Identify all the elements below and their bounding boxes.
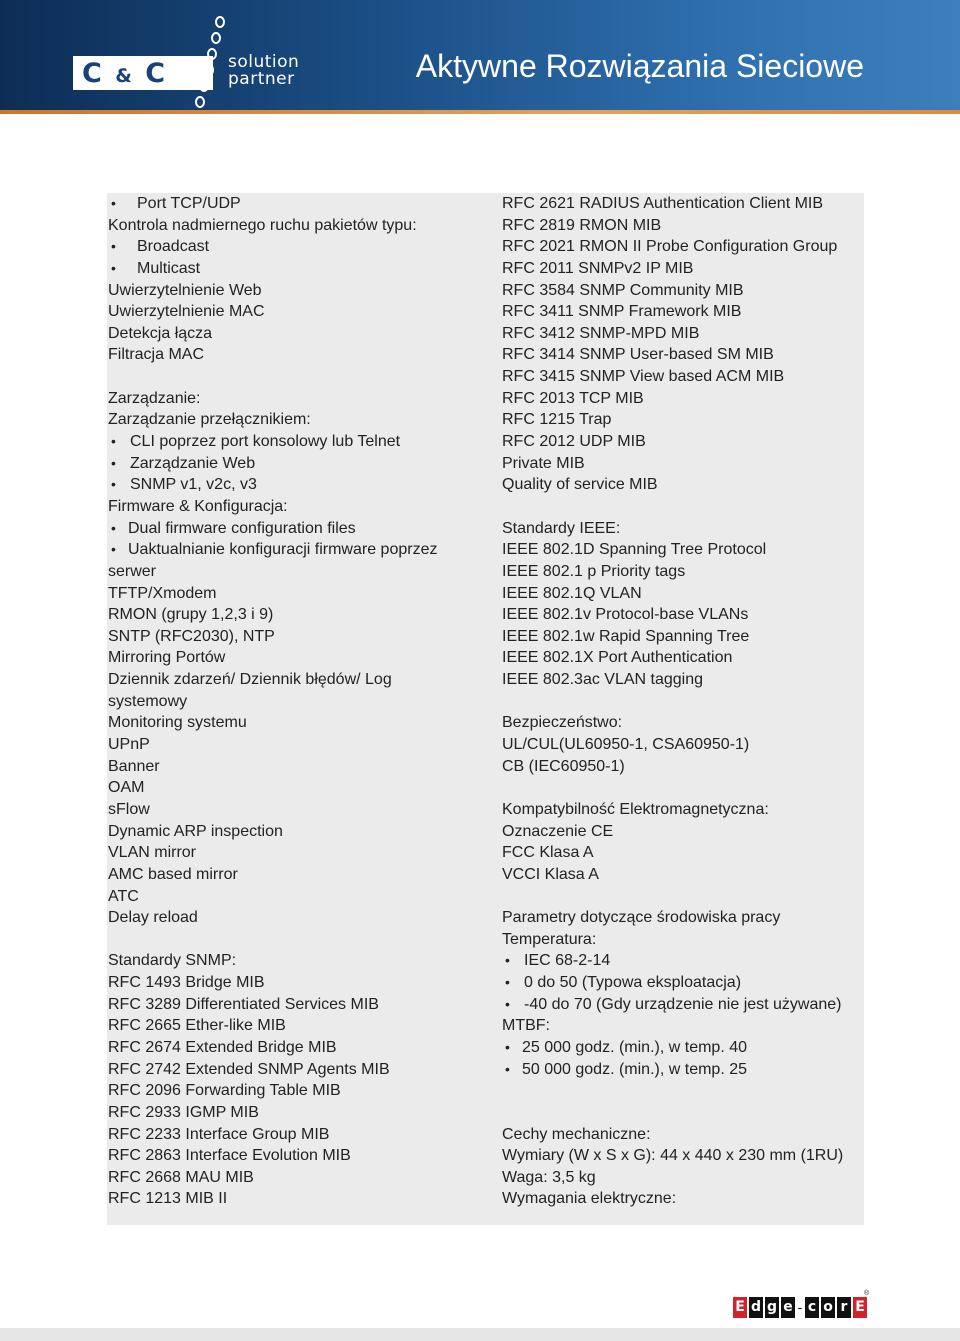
logo-subtitle-line1: solution	[228, 52, 300, 72]
spec-line	[502, 647, 862, 669]
spacer	[108, 929, 488, 951]
spec-line	[502, 409, 862, 431]
spec-text: Detekcja łącza	[108, 324, 213, 342]
bullet-icon: •	[505, 1038, 510, 1055]
spec-line	[108, 821, 488, 843]
spec-line	[108, 344, 488, 366]
bullet-icon: •	[111, 519, 116, 536]
spec-line	[502, 756, 862, 778]
spec-text: IEEE 802.1w Rapid Spanning Tree	[502, 627, 750, 645]
spec-text: Mirroring Portów	[108, 649, 226, 667]
spec-text: systemowy	[108, 692, 188, 710]
spec-text: RFC 2021 RMON II Probe Configuration Group	[502, 238, 838, 256]
spacer	[502, 777, 862, 799]
spec-line	[502, 366, 862, 388]
spec-line	[502, 280, 862, 302]
footer-strip	[0, 1328, 960, 1341]
logo-letter: c	[805, 1297, 819, 1318]
spec-text: RFC 2863 Interface Evolution MIB	[108, 1147, 351, 1165]
spec-text: Uwierzytelnienie Web	[108, 281, 262, 299]
spec-text: FCC Klasa A	[502, 844, 594, 862]
spec-text: TFTP/Xmodem	[108, 584, 217, 602]
spec-column-left	[108, 193, 488, 1210]
spec-line	[108, 886, 488, 908]
bullet-item	[108, 453, 488, 475]
logo-letter-c1: C	[82, 58, 104, 89]
spec-line	[502, 431, 862, 453]
spec-line	[108, 496, 488, 518]
spec-line	[108, 1059, 488, 1081]
spec-text: Filtracja MAC	[108, 346, 205, 364]
spec-line	[502, 604, 862, 626]
spec-text: SNMP v1, v2c, v3	[130, 476, 257, 494]
spec-line	[108, 409, 488, 431]
spec-line	[502, 215, 862, 237]
spec-text: Firmware & Konfiguracja:	[108, 497, 288, 515]
spacer	[502, 1102, 862, 1124]
logo-subtitle	[228, 54, 299, 88]
spec-line	[502, 344, 862, 366]
spec-panel	[107, 193, 864, 1225]
spec-line	[502, 561, 862, 583]
spec-line	[502, 799, 862, 821]
spec-text: Banner	[108, 757, 160, 775]
spec-text: ATC	[108, 887, 139, 905]
spec-text: RFC 2674 Extended Bridge MIB	[108, 1038, 337, 1056]
spec-text: IEEE 802.1 p Priority tags	[502, 562, 686, 580]
registered-mark: ®	[864, 1290, 870, 1297]
logo-letter: o	[821, 1297, 835, 1318]
spec-line	[502, 539, 862, 561]
spec-line	[108, 842, 488, 864]
logo-ampersand: &	[115, 65, 134, 87]
spec-text: Waga: 3,5 kg	[502, 1168, 596, 1186]
spec-line	[108, 215, 488, 237]
bullet-item	[502, 994, 862, 1016]
spec-text: IEC 68-2-14	[524, 952, 611, 970]
spec-text: RFC 2668 MAU MIB	[108, 1168, 254, 1186]
spec-text: 50 000 godz. (min.), w temp. 25	[522, 1060, 747, 1078]
logo-letter: E	[733, 1297, 747, 1318]
spec-line	[108, 1102, 488, 1124]
spec-line	[502, 193, 862, 215]
spec-line	[108, 280, 488, 302]
logo-letter: e	[781, 1297, 795, 1318]
spec-text: RFC 3289 Differentiated Services MIB	[108, 995, 379, 1013]
spec-line	[108, 734, 488, 756]
spec-line	[108, 323, 488, 345]
logo-letter: d	[749, 1297, 763, 1318]
spec-text: RFC 3415 SNMP View based ACM MIB	[502, 368, 785, 386]
spec-text: RFC 1215 Trap	[502, 411, 612, 429]
spacer	[502, 1080, 862, 1102]
spec-line	[502, 1124, 862, 1146]
spec-line	[502, 518, 862, 540]
bullet-item	[108, 193, 488, 215]
bullet-icon: •	[111, 476, 116, 493]
spec-text: Zarządzanie przełącznikiem:	[108, 411, 311, 429]
logo-letter: -	[797, 1297, 803, 1318]
spec-text: CB (IEC60950-1)	[502, 757, 625, 775]
spec-line	[502, 258, 862, 280]
spec-text: UPnP	[108, 736, 150, 754]
spec-text: 0 do 50 (Typowa eksploatacja)	[524, 974, 742, 992]
spec-text: RFC 2096 Forwarding Table MIB	[108, 1082, 341, 1100]
spec-text: Uaktualnianie konfiguracji firmware poprzez	[128, 541, 438, 559]
spec-text: RMON (grupy 1,2,3 i 9)	[108, 606, 274, 624]
bullet-icon: •	[505, 1060, 510, 1077]
page-header	[0, 0, 960, 110]
spec-line	[502, 1015, 862, 1037]
spec-line	[502, 1188, 862, 1210]
spec-line	[502, 453, 862, 475]
spec-line	[108, 388, 488, 410]
spacer	[108, 366, 488, 388]
spec-text: Parametry dotyczące środowiska pracy	[502, 909, 781, 927]
spec-text: Wymiary (W x S x G): 44 x 440 x 230 mm (1RU)	[502, 1147, 844, 1165]
spec-text: IEEE 802.1X Port Authentication	[502, 649, 733, 667]
spec-line	[502, 669, 862, 691]
spec-text: 25 000 godz. (min.), w temp. 40	[522, 1038, 747, 1056]
header-accent-band	[0, 110, 960, 114]
chain-link-icon	[190, 14, 226, 110]
logo-letter: E	[853, 1297, 867, 1318]
spec-line	[502, 907, 862, 929]
spec-line	[108, 561, 488, 583]
spec-line	[502, 301, 862, 323]
spec-text: RFC 3411 SNMP Framework MIB	[502, 303, 742, 321]
spec-line	[108, 669, 488, 691]
spec-text: Temperatura:	[502, 930, 597, 948]
spec-text: Multicast	[137, 259, 201, 277]
company-logo	[82, 58, 167, 89]
page-title: Aktywne Rozwiązania Sieciowe	[415, 48, 864, 84]
spec-line	[502, 1167, 862, 1189]
spec-text: RFC 1213 MIB II	[108, 1190, 228, 1208]
spec-text: Cechy mechaniczne:	[502, 1125, 651, 1143]
spec-line	[502, 236, 862, 258]
bullet-icon: •	[111, 195, 116, 211]
spacer	[502, 886, 862, 908]
bullet-item	[108, 236, 488, 258]
spec-line	[502, 323, 862, 345]
spec-line	[108, 1167, 488, 1189]
spec-text: Dziennik zdarzeń/ Dziennik błędów/ Log	[108, 671, 392, 689]
spec-line	[108, 777, 488, 799]
spec-text: CLI poprzez port konsolowy lub Telnet	[130, 433, 401, 451]
spec-text: Wymagania elektryczne:	[502, 1190, 677, 1208]
bullet-item	[108, 539, 488, 561]
bullet-icon: •	[111, 433, 116, 450]
spec-line	[502, 734, 862, 756]
spec-text: Standardy IEEE:	[502, 519, 621, 537]
spec-line	[108, 712, 488, 734]
spec-text: Dual firmware configuration files	[128, 519, 356, 537]
spec-line	[502, 821, 862, 843]
spec-line	[502, 388, 862, 410]
spec-line	[108, 1037, 488, 1059]
spec-text: Delay reload	[108, 909, 198, 927]
spec-line	[502, 929, 862, 951]
bullet-icon: •	[505, 995, 510, 1012]
bullet-icon: •	[111, 541, 116, 558]
spec-text: serwer	[108, 562, 157, 580]
bullet-item	[108, 258, 488, 280]
spec-column-right	[502, 193, 862, 1210]
spec-line	[108, 647, 488, 669]
bullet-item	[502, 972, 862, 994]
spec-text: OAM	[108, 779, 145, 797]
spec-line	[502, 712, 862, 734]
spec-line	[502, 474, 862, 496]
spec-text: IEEE 802.1D Spanning Tree Protocol	[502, 541, 767, 559]
bullet-item	[108, 474, 488, 496]
spec-text: RFC 3584 SNMP Community MIB	[502, 281, 744, 299]
spec-text: IEEE 802.3ac VLAN tagging	[502, 671, 704, 689]
spec-text: Monitoring systemu	[108, 714, 247, 732]
spec-line	[502, 1145, 862, 1167]
spec-line	[108, 301, 488, 323]
spec-line	[502, 842, 862, 864]
spec-text: Quality of service MIB	[502, 476, 658, 494]
spec-text: RFC 2933 IGMP MIB	[108, 1103, 259, 1121]
spec-text: RFC 2665 Ether-like MIB	[108, 1017, 286, 1035]
spec-text: Dynamic ARP inspection	[108, 822, 283, 840]
bullet-item	[108, 518, 488, 540]
spec-text: SNTP (RFC2030), NTP	[108, 627, 275, 645]
spec-line	[108, 626, 488, 648]
bullet-icon: •	[505, 974, 510, 991]
spec-line	[108, 972, 488, 994]
logo-subtitle-line2: partner	[228, 69, 295, 89]
spec-line	[108, 1145, 488, 1167]
spec-line	[108, 950, 488, 972]
spec-text: IEEE 802.1Q VLAN	[502, 584, 642, 602]
spec-line	[108, 994, 488, 1016]
logo-letter-c2: C	[145, 58, 168, 89]
spec-line	[108, 1080, 488, 1102]
spec-line	[108, 1188, 488, 1210]
spec-text: RFC 2011 SNMPv2 IP MIB	[502, 259, 694, 277]
spec-line	[502, 864, 862, 886]
bullet-icon: •	[111, 259, 116, 276]
spec-text: RFC 1493 Bridge MIB	[108, 974, 265, 992]
logo-letter: g	[765, 1297, 779, 1318]
spec-line	[108, 604, 488, 626]
spacer	[502, 691, 862, 713]
spec-line	[108, 691, 488, 713]
spec-text: RFC 2621 RADIUS Authentication Client MIB	[502, 195, 824, 212]
spec-text: VCCI Klasa A	[502, 865, 599, 883]
spec-text: AMC based mirror	[108, 865, 238, 883]
spec-text: RFC 2819 RMON MIB	[502, 216, 662, 234]
spec-text: Bezpieczeństwo:	[502, 714, 623, 732]
spec-text: sFlow	[108, 800, 150, 818]
spec-text: RFC 2742 Extended SNMP Agents MIB	[108, 1060, 390, 1078]
spec-text: UL/CUL(UL60950-1, CSA60950-1)	[502, 736, 750, 754]
spec-text: Oznaczenie CE	[502, 822, 614, 840]
edgecore-logo	[733, 1297, 869, 1319]
spec-text: RFC 3412 SNMP-MPD MIB	[502, 324, 700, 342]
spec-text: IEEE 802.1v Protocol-base VLANs	[502, 606, 749, 624]
spec-text: Kontrola nadmiernego ruchu pakietów typu:	[108, 216, 417, 234]
bullet-icon: •	[111, 238, 116, 255]
bullet-item	[502, 1037, 862, 1059]
spec-text: Zarządzanie Web	[130, 454, 256, 472]
bullet-item	[502, 950, 862, 972]
spec-line	[502, 626, 862, 648]
spec-text: Standardy SNMP:	[108, 952, 237, 970]
bullet-item	[108, 431, 488, 453]
spec-text: MTBF:	[502, 1017, 550, 1035]
spec-text: -40 do 70 (Gdy urządzenie nie jest używane)	[524, 995, 842, 1013]
spec-line	[108, 756, 488, 778]
spec-text: Zarządzanie:	[108, 389, 201, 407]
spec-text: Broadcast	[137, 238, 210, 256]
spec-text: RFC 2012 UDP MIB	[502, 433, 646, 451]
spec-text: Port TCP/UDP	[137, 195, 241, 212]
spec-text: Kompatybilność Elektromagnetyczna:	[502, 800, 769, 818]
spacer	[502, 496, 862, 518]
spec-line	[108, 907, 488, 929]
spec-text: RFC 3414 SNMP User-based SM MIB	[502, 346, 774, 364]
spec-line	[108, 1015, 488, 1037]
bullet-icon: •	[111, 454, 116, 471]
spec-text: Uwierzytelnienie MAC	[108, 303, 265, 321]
spec-line	[108, 1124, 488, 1146]
spec-line	[108, 583, 488, 605]
spec-line	[502, 583, 862, 605]
spec-text: RFC 2233 Interface Group MIB	[108, 1125, 330, 1143]
logo-letter: r	[837, 1297, 851, 1318]
spec-text: VLAN mirror	[108, 844, 197, 862]
bullet-icon: •	[505, 952, 510, 969]
bullet-item	[502, 1059, 862, 1081]
spec-text: RFC 2013 TCP MIB	[502, 389, 644, 407]
spec-line	[108, 799, 488, 821]
spec-line	[108, 864, 488, 886]
spec-text: Private MIB	[502, 454, 585, 472]
